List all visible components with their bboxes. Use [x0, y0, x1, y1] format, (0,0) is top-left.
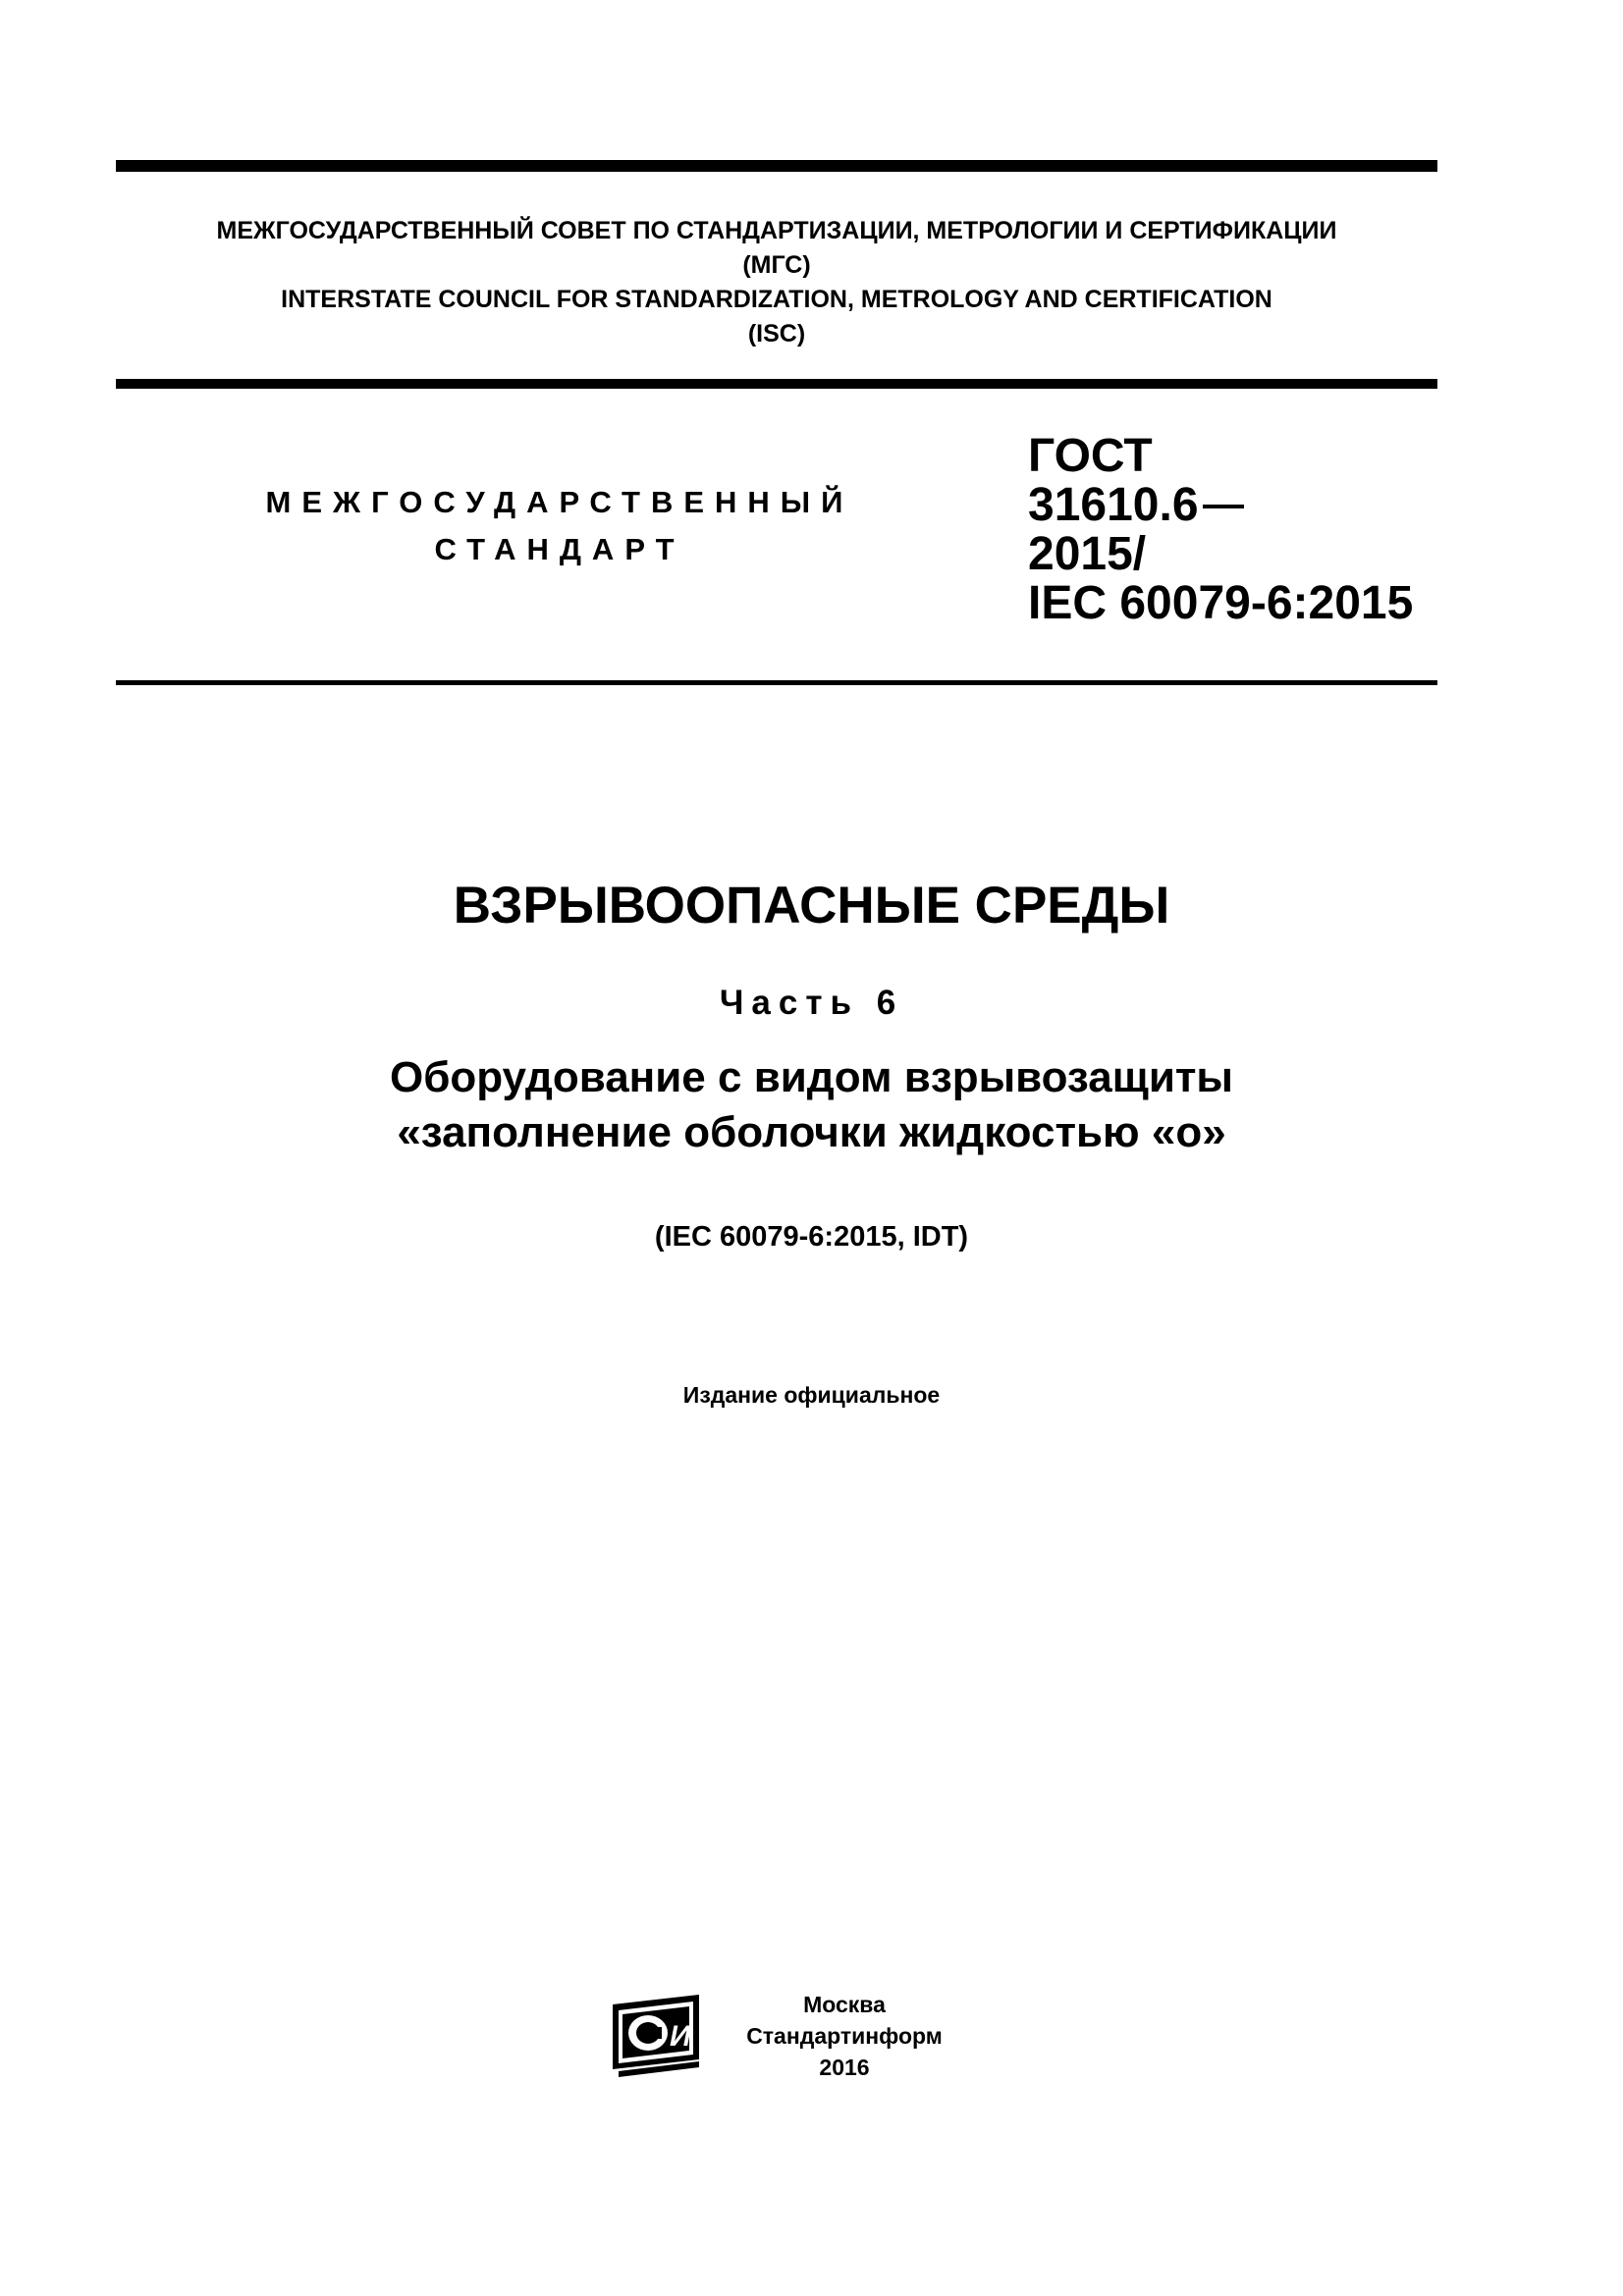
middle-rule — [116, 379, 1437, 389]
council-abbr-ru: (МГС) — [742, 251, 811, 279]
document-subtitle — [0, 1050, 1623, 1160]
imprint-year: 2016 — [819, 2055, 870, 2080]
svg-text:И: И — [670, 2020, 691, 2053]
bottom-rule — [116, 680, 1437, 685]
designation-number: 31610.6 — [1028, 479, 1199, 531]
top-rule — [116, 160, 1437, 172]
subtitle-line1: Оборудование с видом взрывозащиты — [389, 1053, 1233, 1101]
standard-kind — [226, 479, 893, 573]
imprint — [727, 1989, 962, 2083]
em-dash — [1203, 505, 1244, 508]
iec-identity: (IEC 60079-6:2015, IDT) — [654, 1221, 969, 1253]
standartinform-logo-icon — [609, 1993, 707, 2079]
designation-year: 2015/ — [1028, 528, 1147, 580]
designation-iec: IEC 60079-6:2015 — [1028, 577, 1414, 629]
edition-label: Издание официальное — [682, 1382, 941, 1408]
council-name-ru: МЕЖГОСУДАРСТВЕННЫЙ СОВЕТ ПО СТАНДАРТИЗАЦИИ, МЕТРОЛОГИИ И СЕРТИФИКАЦИИ — [216, 217, 1337, 244]
imprint-city: Москва — [803, 1992, 886, 2017]
council-name-en: INTERSTATE COUNCIL FOR STANDARDIZATION, METROLOGY AND CERTIFICATION — [281, 286, 1272, 313]
council-abbr-en: (ISC) — [747, 320, 806, 347]
imprint-publisher: Стандартинформ — [746, 2023, 943, 2049]
part-number: Часть 6 — [719, 984, 904, 1022]
standard-kind-line2: СТАНДАРТ — [434, 532, 685, 566]
standard-designation — [1028, 432, 1413, 628]
subtitle-line2: «заполнение оболочки жидкостью «о» — [397, 1108, 1226, 1156]
standard-kind-line1: МЕЖГОСУДАРСТВЕННЫЙ — [265, 485, 854, 519]
designation-gost: ГОСТ — [1028, 430, 1153, 482]
designation-number-row — [1028, 481, 1413, 530]
document-title: ВЗРЫВООПАСНЫЕ СРЕДЫ — [453, 877, 1170, 934]
council-header — [116, 214, 1437, 351]
